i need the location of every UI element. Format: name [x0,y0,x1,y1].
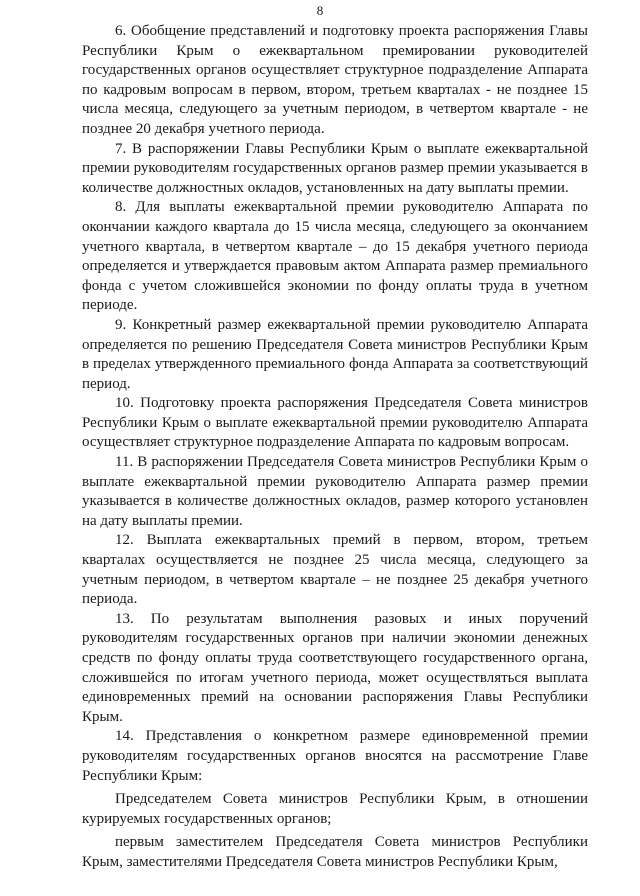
paragraph-14-item-chairman: Председателем Совета министров Республики Крым, в отношении курируемых государственных органов; [82,791,588,827]
document-body [82,22,588,873]
paragraph-10: 10. Подготовку проекта распоряжения Председателя Совета министров Республики Крым о выплате ежеквартальной премии руководителю Аппарата осуществляет структурное подразделение Аппарата по кадровым вопросам. [82,395,588,451]
paragraph-12: 12. Выплата ежеквартальных премий в первом, втором, третьем кварталах осуществляется не позднее 25 числа месяца, следующего за учетным периодом, в четвертом квартале – не позднее 25 декабря учетного периода. [82,532,588,608]
paragraph-8: 8. Для выплаты ежеквартальной премии руководителю Аппарата по окончании каждого квартала до 15 числа месяца, следующего за окончанием учетного квартала, в четвертом квартале – до 15 декабря учетного периода определяется и утверждается правовым актом Аппарата размер премиального фонда с учетом сложившейся экономии по фонду оплаты труда в учетном периоде. [82,199,588,314]
paragraph-14: 14. Представления о конкретном размере единовременной премии руководителям государственных органов вносятся на рассмотрение Главе Республики Крым: [82,728,588,784]
paragraph-6: 6. Обобщение представлений и подготовку проекта распоряжения Главы Республики Крым о ежеквартальном премировании руководителей государственных органов осуществляет структурное подразделение Аппарата по кадровым вопросам в первом, втором, третьем кварталах - не позднее 15 числа месяца, следующего за учетным периодом, в четвертом квартале - не позднее 20 декабря учетного периода. [82,23,588,137]
paragraph-11: 11. В распоряжении Председателя Совета министров Республики Крым о выплате ежеквартальной премии руководителю Аппарата размер премии указывается в количестве должностных окладов, размер которого установлен на дату выплаты премии. [82,454,588,529]
paragraph-9: 9. Конкретный размер ежеквартальной премии руководителю Аппарата определяется по решению Председателя Совета министров Республики Крым в пределах утвержденного премиального фонда Аппарата за соответствующий период. [82,316,588,392]
page-number: 8 [316,3,324,18]
paragraph-7: 7. В распоряжении Главы Республики Крым о выплате ежеквартальной премии руководителям государственных органов размер премии указывается в количестве должностных окладов, установленных на дату выплаты премии. [82,140,588,196]
paragraph-13: 13. По результатам выполнения разовых и иных поручений руководителям государственных органов при наличии экономии денежных средств по фонду оплаты труда соответствующего государственного органа, сложившейся по итогам учетного периода, может осуществляться выплата единовременных премий на основании распоряжения Главы Республики Крым. [82,610,588,725]
paragraph-14-item-deputies: первым заместителем Председателя Совета министров Республики Крым, заместителями Председателя Совета министров Республики Крым, [82,834,588,870]
